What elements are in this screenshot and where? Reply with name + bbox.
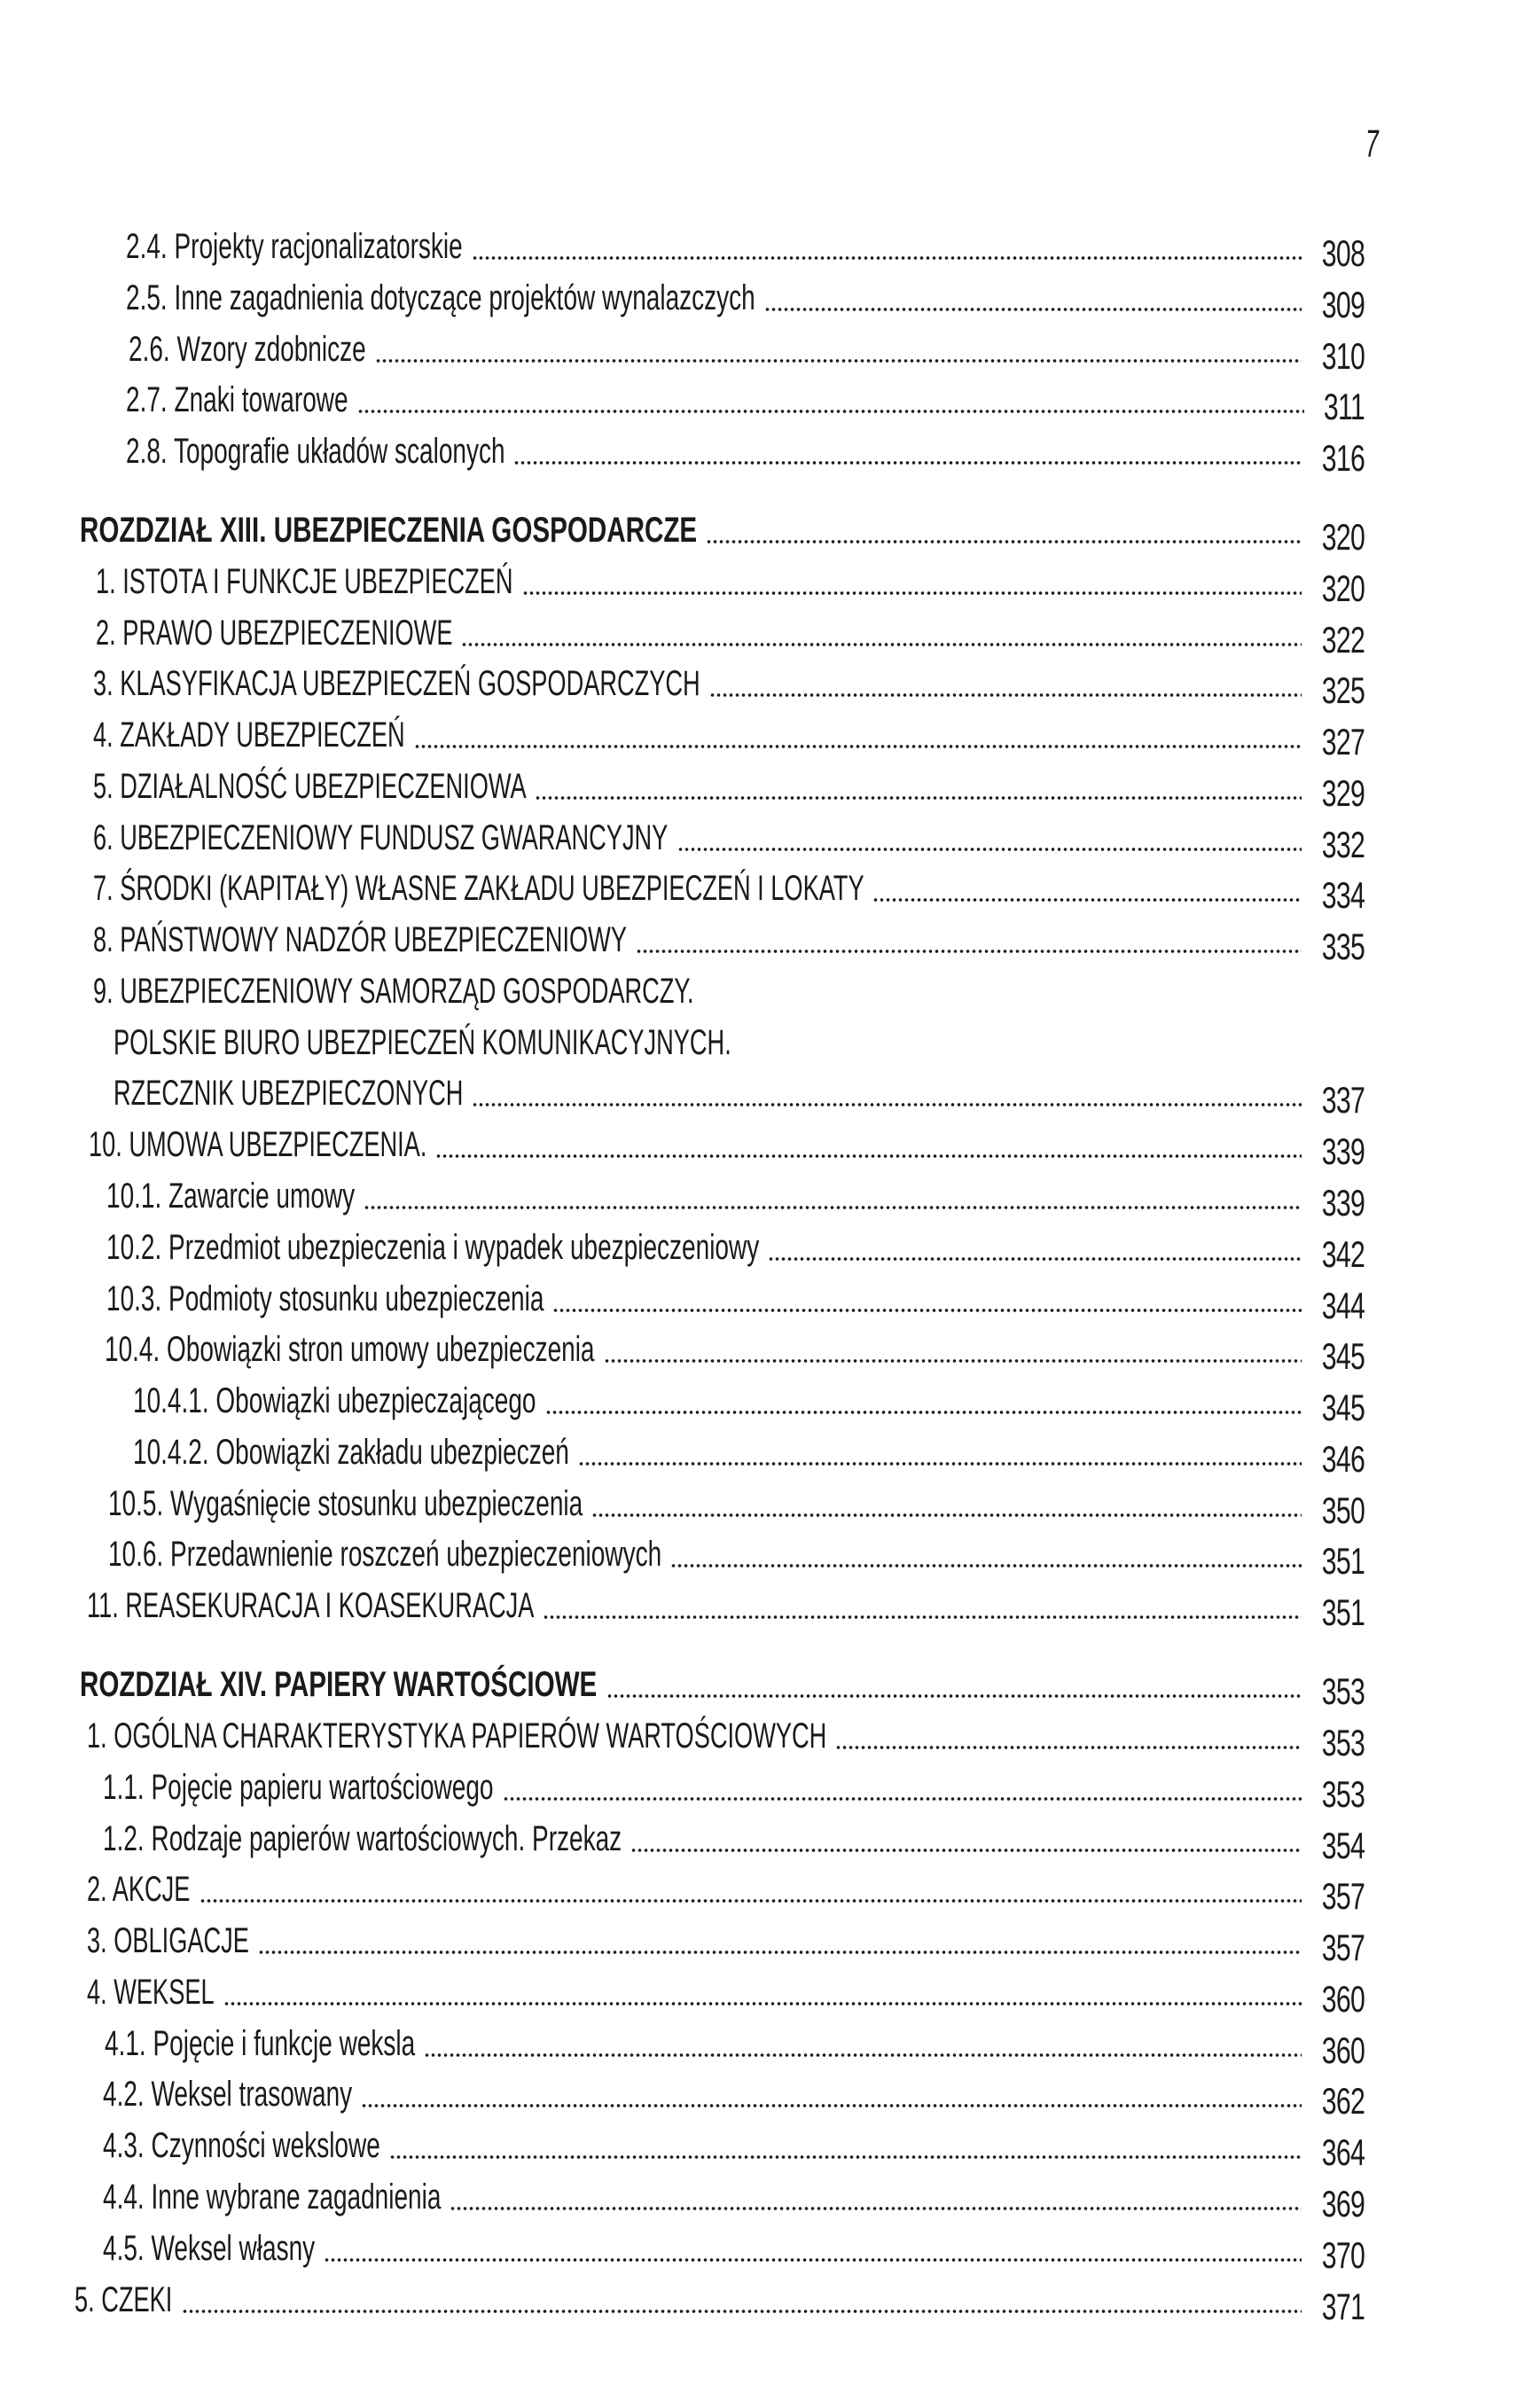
toc-entry [93,654,1365,711]
toc-page-number: 353 [1321,1773,1365,1815]
dot-leader [606,1693,1302,1699]
toc-page-number: 334 [1321,874,1365,916]
toc-entry [87,1912,1365,1968]
toc-page-number: 329 [1321,772,1365,814]
toc-page-number: 344 [1321,1285,1365,1326]
dot-leader [199,1898,1302,1904]
toc-entry [126,269,1365,325]
toc-entry-title: 3. OBLIGACJE [87,1921,249,1960]
toc-page-number: 357 [1321,1927,1365,1968]
toc-entry-title: 6. UBEZPIECZENIOWY FUNDUSZ GWARANCYJNY [93,818,669,857]
toc-page-number: 322 [1321,619,1365,661]
toc-entry [106,1167,1365,1224]
dot-leader [223,2001,1302,2006]
dot-leader [357,409,1305,414]
dot-leader [630,1848,1302,1853]
toc-entry-title: 4.3. Czynności wekslowe [103,2126,380,2165]
dot-leader [375,358,1302,364]
dot-leader [513,460,1302,465]
toc-entry-title: 5. CZEKI [74,2280,173,2319]
toc-entry-title: 1.2. Rodzaje papierów wartościowych. Przekaz [103,1819,622,1858]
dot-leader [543,1614,1302,1620]
toc-entry [103,1758,1365,1815]
page-number: 7 [1365,122,1379,166]
toc-entry [129,320,1365,377]
toc-page-number: 310 [1321,335,1365,377]
toc-entry-title: 10.2. Przedmiot ubezpieczenia i wypadek ubezpieczeniowy [106,1228,760,1267]
dot-leader [324,2257,1302,2263]
toc-entry-title: 4. WEKSEL [87,1973,215,2012]
toc-page-number: 320 [1321,516,1365,558]
toc-page-number: 346 [1321,1438,1365,1480]
dot-leader [450,2206,1302,2211]
toc-entry-title: 10.4. Obowiązki stron umowy ubezpieczenia [105,1330,595,1369]
toc-entry [103,1810,1365,1866]
toc-entry [108,1525,1365,1582]
toc-entry-title: POLSKIE BIURO UBEZPIECZEŃ KOMUNIKACYJNYCH. [113,1023,731,1062]
toc-entry-title: 2. PRAWO UBEZPIECZENIOWE [96,614,453,653]
dot-leader [552,1308,1302,1313]
toc-entry [96,604,1365,661]
dot-leader [414,744,1302,749]
toc-page-number: 316 [1321,437,1365,479]
toc-entry-title: 10.5. Wygaśnięcie stosunku ubezpieczenia [108,1484,583,1523]
toc-page-number: 325 [1321,669,1365,711]
dot-leader [706,539,1302,544]
dot-leader [535,795,1302,801]
toc-page-number: 351 [1321,1540,1365,1582]
toc-page-number: 351 [1321,1591,1365,1633]
toc-page-number: 362 [1321,2080,1365,2122]
dot-leader [835,1745,1302,1750]
dot-leader [472,1102,1301,1107]
toc-entry [133,1423,1365,1480]
toc-entry [87,1963,1365,2020]
toc-entry [74,2271,1365,2327]
dot-leader [604,1358,1302,1364]
toc-entry [126,217,1365,274]
toc-page-number: 350 [1321,1489,1365,1531]
toc-entry-title: 10.1. Zawarcie umowy [106,1177,356,1216]
toc-entry-title: 8. PAŃSTWOWY NADZÓR UBEZPIECZENIOWY [93,920,627,959]
toc-entry-title: 2.7. Znaki towarowe [126,380,348,419]
dot-leader [472,255,1302,261]
toc-entry [103,2219,1365,2276]
toc-chapter-entry [80,501,1365,558]
toc-entry [93,706,1365,762]
toc-entry [126,422,1365,479]
toc-page-number: 309 [1321,284,1365,325]
toc-entry [133,1372,1365,1428]
toc-entry-title: 4.2. Weksel trasowany [103,2075,353,2114]
toc-entry-title: RZECZNIK UBEZPIECZONYCH [113,1074,464,1113]
toc-entry [113,1013,1365,1065]
dot-leader [503,1796,1302,1802]
toc-entry [105,2014,1365,2071]
toc-page-number: 327 [1321,721,1365,762]
toc-page-number: 332 [1321,824,1365,865]
toc-page-number: 357 [1321,1875,1365,1917]
toc-entry [93,809,1365,865]
toc-entry-title: 5. DZIAŁALNOŚĆ UBEZPIECZENIOWA [93,767,527,806]
toc-entry [93,757,1365,814]
toc-chapter-entry [80,1655,1365,1712]
toc-entry [106,1270,1365,1326]
toc-page-number: 353 [1321,1722,1365,1763]
toc-page-number: 337 [1321,1079,1365,1121]
toc-page-number: 311 [1323,386,1365,427]
toc-entry-title: 2.8. Topografie układów scalonych [126,432,505,471]
toc-entry [93,859,1365,916]
dot-leader [591,1513,1302,1518]
toc-page-number: 335 [1321,926,1365,967]
dot-leader [764,307,1302,312]
dot-leader [872,897,1302,903]
toc-page-number: 339 [1321,1130,1365,1172]
toc-entry [96,552,1365,609]
dot-leader [636,949,1302,954]
dot-leader [545,1410,1302,1415]
toc-entry-title: 10.3. Podmioty stosunku ubezpieczenia [106,1279,544,1318]
dot-leader [578,1461,1302,1466]
toc-page-number: 360 [1321,1978,1365,2020]
dot-leader [709,692,1302,698]
dot-leader [424,2052,1301,2058]
toc-entry-title: 10. UMOWA UBEZPIECZENIA. [89,1125,427,1164]
toc-entry-title: 4.4. Inne wybrane zagadnienia [103,2177,442,2216]
toc-entry [105,1320,1365,1377]
toc-entry-title: 3. KLASYFIKACJA UBEZPIECZEŃ GOSPODARCZYCH [93,664,700,703]
dot-leader [435,1153,1302,1159]
toc-entry [106,1218,1365,1275]
toc-entry-title: 1. OGÓLNA CHARAKTERYSTYKA PAPIERÓW WARTOŚCIOWYCH [87,1716,827,1755]
dot-leader [361,2103,1302,2108]
dot-leader [258,1950,1302,1955]
toc-page-number: 345 [1321,1335,1365,1377]
toc-entry-title: 4.5. Weksel własny [103,2229,316,2268]
toc-page-number: 354 [1321,1825,1365,1866]
toc-page-number: 339 [1321,1182,1365,1224]
toc-page-number: 320 [1321,567,1365,609]
toc-page-number: 370 [1321,2234,1365,2276]
toc-entry [93,962,1365,1013]
toc-entry-title: 1. ISTOTA I FUNKCJE UBEZPIECZEŃ [96,562,513,601]
toc-page-number: 371 [1321,2286,1365,2327]
toc-entry-title: 10.4.2. Obowiązki zakładu ubezpieczeń [133,1433,569,1472]
dot-leader [670,1563,1302,1568]
toc-page-number: 360 [1321,2029,1365,2071]
dot-leader [768,1256,1302,1262]
toc-entry-title: 4.1. Pojęcie i funkcje weksla [105,2024,416,2063]
toc-entry-title: 2.6. Wzory zdobnicze [129,330,366,369]
toc-entry [87,1707,1365,1763]
toc-entry [87,1860,1365,1917]
toc-entry [113,1064,1365,1121]
toc-entry-title: 1.1. Pojęcie papieru wartościowego [103,1768,494,1807]
dot-leader [389,2154,1302,2160]
toc-page-number: 308 [1321,232,1365,274]
toc-page-number: 364 [1321,2131,1365,2173]
toc-entry [93,911,1365,967]
toc-page-number: 342 [1321,1233,1365,1275]
toc-page-number: 369 [1321,2183,1365,2224]
toc-entry [89,1115,1365,1172]
toc-entry-title: 2.4. Projekty racjonalizatorskie [126,227,463,266]
toc-entry [103,2116,1365,2173]
toc-entry-title: ROZDZIAŁ XIII. UBEZPIECZENIA GOSPODARCZE [80,511,698,550]
dot-leader [461,642,1301,647]
dot-leader [364,1205,1302,1210]
toc-entry-title: 10.4.1. Obowiązki ubezpieczającego [133,1381,536,1420]
dot-leader [522,590,1302,596]
toc-entry-title: 2.5. Inne zagadnienia dotyczące projektów wynalazczych [126,278,755,317]
toc-page-number: 345 [1321,1387,1365,1428]
toc-entry-title: ROZDZIAŁ XIV. PAPIERY WARTOŚCIOWE [80,1665,598,1704]
toc-entry-title: 4. ZAKŁADY UBEZPIECZEŃ [93,715,405,754]
toc-entry-title: 9. UBEZPIECZENIOWY SAMORZĄD GOSPODARCZY. [93,972,694,1011]
toc-entry-title: 7. ŚRODKI (KAPITAŁY) WŁASNE ZAKŁADU UBEZPIECZEŃ I LOKATY [93,869,864,908]
toc-entry [103,2065,1365,2122]
toc-entry [87,1576,1365,1633]
toc-entry [108,1474,1365,1531]
toc-entry-title: 2. AKCJE [87,1870,191,1909]
toc-entry-title: 10.6. Przedawnienie roszczeń ubezpieczeniowych [108,1535,662,1574]
toc-page-number: 353 [1321,1670,1365,1712]
toc-entry [103,2168,1365,2224]
dot-leader [677,847,1302,852]
toc-entry [126,371,1365,427]
toc-entry-title: 11. REASEKURACJA I KOASEKURACJA [87,1586,535,1625]
dot-leader [182,2309,1302,2314]
